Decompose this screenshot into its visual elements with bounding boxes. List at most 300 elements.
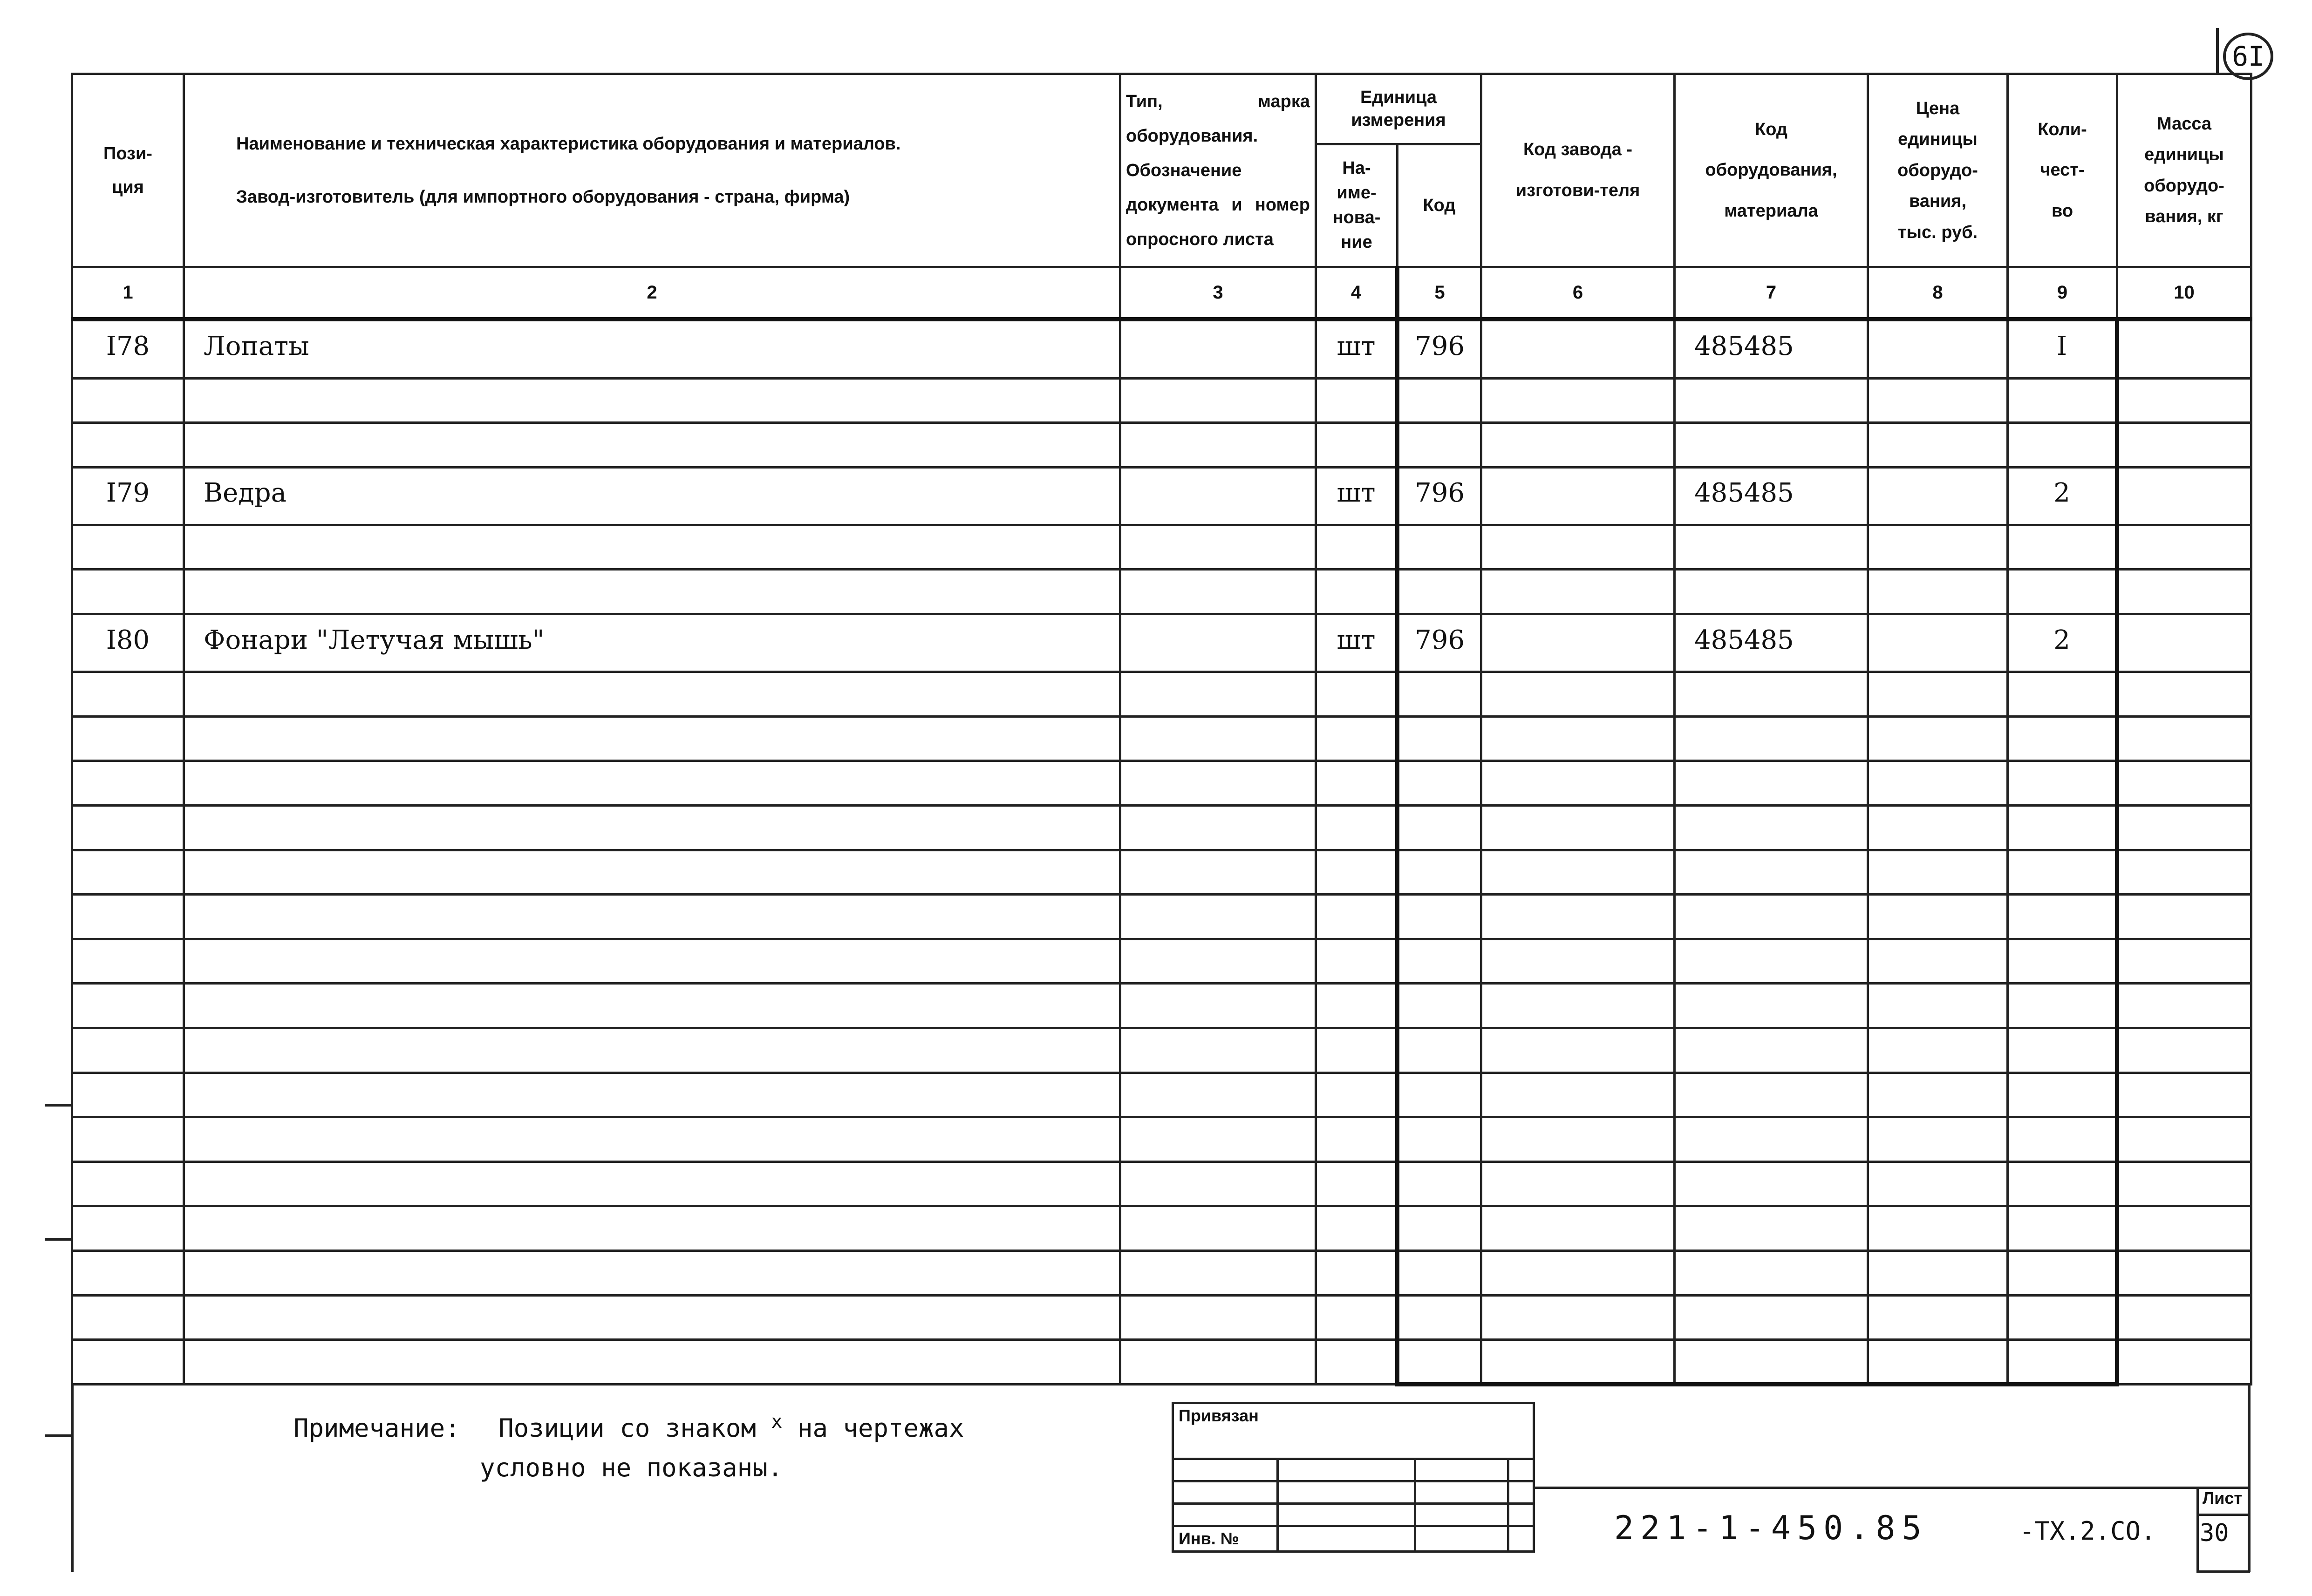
empty-cell <box>1120 716 1316 761</box>
empty-cell <box>1120 895 1316 939</box>
empty-cell <box>2117 984 2251 1028</box>
stamp-cell <box>1173 1481 1278 1504</box>
header-name <box>184 74 1120 267</box>
empty-cell <box>1868 895 2008 939</box>
empty-cell <box>2117 939 2251 984</box>
empty-cell <box>1120 761 1316 806</box>
item-equip-code: 485485 <box>1675 614 1868 672</box>
empty-cell <box>1481 1028 1675 1073</box>
empty-cell <box>1481 525 1675 570</box>
title-block-rule <box>1535 1487 2250 1489</box>
sheet-label: Лист <box>2203 1488 2243 1508</box>
column-number: 6 <box>1481 267 1675 319</box>
empty-cell <box>1316 1206 1398 1251</box>
empty-cell <box>1481 806 1675 850</box>
header-qty: Коли-чест-во <box>2008 74 2117 267</box>
empty-cell <box>1481 1250 1675 1295</box>
item-unit: шт <box>1316 467 1398 525</box>
empty-cell <box>1675 1295 1868 1340</box>
empty-cell <box>2117 319 2251 378</box>
empty-cell <box>72 984 184 1028</box>
empty-cell <box>1316 1117 1398 1162</box>
empty-cell <box>1868 984 2008 1028</box>
table-row <box>72 761 2251 806</box>
empty-cell <box>184 1161 1120 1206</box>
table-row <box>72 614 2251 672</box>
header-unit-name: На-име-нова-ние <box>1316 144 1398 267</box>
empty-cell <box>72 716 184 761</box>
empty-cell <box>1316 850 1398 895</box>
empty-cell <box>1868 378 2008 423</box>
empty-cell <box>2117 378 2251 423</box>
margin-tick <box>45 1238 73 1241</box>
empty-cell <box>1398 1161 1481 1206</box>
empty-cell <box>72 1340 184 1385</box>
empty-cell <box>1120 1028 1316 1073</box>
empty-cell <box>72 761 184 806</box>
empty-cell <box>1316 1340 1398 1385</box>
empty-cell <box>1120 614 1316 672</box>
empty-cell <box>184 378 1120 423</box>
empty-cell <box>1675 806 1868 850</box>
empty-cell <box>1868 1250 2008 1295</box>
stamp-cell <box>1415 1481 1508 1504</box>
empty-cell <box>1316 525 1398 570</box>
empty-cell <box>184 423 1120 468</box>
empty-cell <box>2117 1161 2251 1206</box>
item-qty: I <box>2008 319 2117 378</box>
empty-cell <box>2008 1028 2117 1073</box>
note <box>293 1411 964 1443</box>
empty-cell <box>72 1206 184 1251</box>
empty-cell <box>1481 1073 1675 1117</box>
column-number: 2 <box>184 267 1120 319</box>
empty-cell <box>184 1028 1120 1073</box>
item-qty: 2 <box>2008 614 2117 672</box>
column-number: 10 <box>2117 267 2251 319</box>
empty-cell <box>1120 850 1316 895</box>
empty-cell <box>1868 467 2008 525</box>
empty-cell <box>1120 467 1316 525</box>
header-mass: Масса единицы оборудо-вания, кг <box>2117 74 2251 267</box>
header-name-line1: Наименование и техническая характеристика оборудования и материалов. <box>236 134 901 154</box>
empty-cell <box>1868 1028 2008 1073</box>
header-price: Цена единицы оборудо-вания, тыс. руб. <box>1868 74 2008 267</box>
stamp-cell <box>1415 1504 1508 1526</box>
empty-cell <box>2008 525 2117 570</box>
empty-cell <box>2117 850 2251 895</box>
item-equip-code: 485485 <box>1675 319 1868 378</box>
table-row <box>72 467 2251 525</box>
note-text: на чертежах <box>782 1413 964 1443</box>
empty-cell <box>1316 895 1398 939</box>
empty-cell <box>72 1161 184 1206</box>
empty-cell <box>1316 378 1398 423</box>
sheet-box-divider <box>2196 1514 2250 1516</box>
empty-cell <box>1120 984 1316 1028</box>
empty-cell <box>2008 895 2117 939</box>
empty-cell <box>1398 984 1481 1028</box>
item-unit: шт <box>1316 319 1398 378</box>
table-row <box>72 716 2251 761</box>
empty-cell <box>184 1250 1120 1295</box>
empty-cell <box>1120 378 1316 423</box>
document-suffix: -ТХ.2.СО. <box>2019 1516 2156 1546</box>
empty-cell <box>184 939 1120 984</box>
item-equip-code: 485485 <box>1675 467 1868 525</box>
empty-cell <box>1120 1340 1316 1385</box>
empty-cell <box>1675 984 1868 1028</box>
empty-cell <box>1398 1117 1481 1162</box>
empty-cell <box>1120 570 1316 614</box>
stamp-cell <box>1278 1504 1415 1526</box>
empty-cell <box>1868 850 2008 895</box>
empty-cell <box>1868 761 2008 806</box>
empty-cell <box>72 1028 184 1073</box>
stamp-cell <box>1278 1481 1415 1504</box>
stamp-cell <box>1173 1504 1278 1526</box>
table-row <box>72 1161 2251 1206</box>
empty-cell <box>1481 716 1675 761</box>
table-row <box>72 895 2251 939</box>
item-name: Фонари "Летучая мышь" <box>184 614 1120 672</box>
table-row <box>72 570 2251 614</box>
empty-cell <box>1316 672 1398 717</box>
stamp-cell <box>1415 1459 1508 1481</box>
empty-cell <box>2117 1117 2251 1162</box>
empty-cell <box>1398 1250 1481 1295</box>
empty-cell <box>1481 570 1675 614</box>
empty-cell <box>1120 672 1316 717</box>
item-position: I79 <box>72 467 184 525</box>
empty-cell <box>2008 423 2117 468</box>
empty-cell <box>1316 570 1398 614</box>
empty-cell <box>1481 378 1675 423</box>
empty-cell <box>1675 1073 1868 1117</box>
sheet-number: 30 <box>2200 1519 2229 1547</box>
stamp-cell <box>1278 1526 1415 1552</box>
empty-cell <box>1316 1161 1398 1206</box>
empty-cell <box>1675 1340 1868 1385</box>
table-row <box>72 806 2251 850</box>
empty-cell <box>2117 1206 2251 1251</box>
empty-cell <box>184 806 1120 850</box>
empty-cell <box>1675 1028 1868 1073</box>
empty-cell <box>1675 895 1868 939</box>
empty-cell <box>2117 467 2251 525</box>
empty-cell <box>1481 761 1675 806</box>
empty-cell <box>1675 1250 1868 1295</box>
empty-cell <box>184 850 1120 895</box>
empty-cell <box>2008 939 2117 984</box>
item-unit-code: 796 <box>1398 467 1481 525</box>
empty-cell <box>1481 614 1675 672</box>
empty-cell <box>72 672 184 717</box>
empty-cell <box>1398 423 1481 468</box>
empty-cell <box>1120 939 1316 984</box>
empty-cell <box>1481 850 1675 895</box>
header-position: Пози- ция <box>72 74 184 267</box>
empty-cell <box>2008 570 2117 614</box>
empty-cell <box>1481 939 1675 984</box>
empty-cell <box>184 761 1120 806</box>
item-unit-code: 796 <box>1398 614 1481 672</box>
empty-cell <box>1675 423 1868 468</box>
empty-cell <box>72 895 184 939</box>
empty-cell <box>2117 1250 2251 1295</box>
document-number: 221-1-450.85 <box>1614 1509 1928 1547</box>
empty-cell <box>1675 716 1868 761</box>
empty-cell <box>2008 1250 2117 1295</box>
empty-cell <box>1120 319 1316 378</box>
empty-cell <box>72 1250 184 1295</box>
empty-cell <box>1316 984 1398 1028</box>
header-unit-code: Код <box>1398 144 1481 267</box>
note-text: Позиции со знаком <box>498 1413 771 1443</box>
empty-cell <box>1868 806 2008 850</box>
table-row <box>72 378 2251 423</box>
empty-cell <box>184 1295 1120 1340</box>
empty-cell <box>2008 1206 2117 1251</box>
empty-cell <box>1398 806 1481 850</box>
empty-cell <box>72 1295 184 1340</box>
empty-cell <box>72 806 184 850</box>
empty-cell <box>1316 806 1398 850</box>
column-number: 8 <box>1868 267 2008 319</box>
empty-cell <box>1868 672 2008 717</box>
table-row <box>72 1295 2251 1340</box>
empty-cell <box>1868 423 2008 468</box>
empty-cell <box>1675 939 1868 984</box>
empty-cell <box>1398 1206 1481 1251</box>
empty-cell <box>1868 1340 2008 1385</box>
empty-cell <box>1675 761 1868 806</box>
empty-cell <box>1675 672 1868 717</box>
empty-cell <box>1868 1117 2008 1162</box>
empty-cell <box>1675 1161 1868 1206</box>
empty-cell <box>1675 378 1868 423</box>
header-equip-code: Код оборудования, материала <box>1675 74 1868 267</box>
empty-cell <box>1481 319 1675 378</box>
header-type: Тип, марка оборудования. Обозначение документа и номер опросного листа <box>1120 74 1316 267</box>
empty-cell <box>1868 570 2008 614</box>
empty-cell <box>2008 1295 2117 1340</box>
empty-cell <box>72 378 184 423</box>
table-row <box>72 1250 2251 1295</box>
header-name-line2: Завод-изготовитель (для импортного оборудования - страна, фирма) <box>236 187 850 207</box>
stamp-cell <box>1278 1459 1415 1481</box>
empty-cell <box>72 1073 184 1117</box>
empty-cell <box>1398 850 1481 895</box>
empty-cell <box>2008 806 2117 850</box>
empty-cell <box>2008 1117 2117 1162</box>
empty-cell <box>2117 895 2251 939</box>
stamp-cell <box>1173 1459 1278 1481</box>
empty-cell <box>1675 850 1868 895</box>
empty-cell <box>1120 423 1316 468</box>
empty-cell <box>1481 895 1675 939</box>
empty-cell <box>2117 716 2251 761</box>
item-position: I80 <box>72 614 184 672</box>
top-right-rule <box>2216 28 2219 75</box>
empty-cell <box>1481 1161 1675 1206</box>
empty-cell <box>1398 672 1481 717</box>
item-name: Ведра <box>184 467 1120 525</box>
empty-cell <box>1398 761 1481 806</box>
empty-cell <box>2117 1028 2251 1073</box>
table-row <box>72 319 2251 378</box>
empty-cell <box>1120 806 1316 850</box>
table-row <box>72 1028 2251 1073</box>
empty-cell <box>1398 1073 1481 1117</box>
column-number: 5 <box>1398 267 1481 319</box>
empty-cell <box>2117 423 2251 468</box>
column-number: 1 <box>72 267 184 319</box>
empty-cell <box>1481 467 1675 525</box>
empty-cell <box>1398 570 1481 614</box>
empty-cell <box>1316 423 1398 468</box>
empty-cell <box>184 716 1120 761</box>
empty-cell <box>2008 761 2117 806</box>
empty-cell <box>2117 806 2251 850</box>
item-name: Лопаты <box>184 319 1120 378</box>
empty-cell <box>1120 1161 1316 1206</box>
empty-cell <box>1316 939 1398 984</box>
column-number: 4 <box>1316 267 1398 319</box>
note-label: Примечание: <box>293 1413 460 1443</box>
table-row <box>72 1073 2251 1117</box>
empty-cell <box>1120 525 1316 570</box>
empty-cell <box>1316 761 1398 806</box>
empty-cell <box>72 525 184 570</box>
table-row <box>72 423 2251 468</box>
column-number: 9 <box>2008 267 2117 319</box>
note-mark: х <box>771 1411 783 1433</box>
empty-cell <box>1868 939 2008 984</box>
table-row <box>72 672 2251 717</box>
stamp-cell <box>1508 1526 1534 1552</box>
empty-cell <box>184 1340 1120 1385</box>
empty-cell <box>184 525 1120 570</box>
empty-cell <box>1675 1117 1868 1162</box>
stamp-linked: Привязан <box>1173 1403 1534 1459</box>
empty-cell <box>2008 850 2117 895</box>
empty-cell <box>1675 525 1868 570</box>
empty-cell <box>1868 1295 2008 1340</box>
empty-cell <box>184 1206 1120 1251</box>
item-position: I78 <box>72 319 184 378</box>
empty-cell <box>2008 716 2117 761</box>
page-number: 6I <box>2223 33 2273 80</box>
empty-cell <box>1398 378 1481 423</box>
empty-cell <box>2117 614 2251 672</box>
empty-cell <box>184 1073 1120 1117</box>
empty-cell <box>1675 1206 1868 1251</box>
margin-tick <box>45 1434 73 1437</box>
empty-cell <box>1120 1073 1316 1117</box>
header-unit-group: Единица измерения <box>1316 74 1481 144</box>
empty-cell <box>1481 984 1675 1028</box>
empty-cell <box>72 1117 184 1162</box>
empty-cell <box>1316 1028 1398 1073</box>
empty-cell <box>2117 1295 2251 1340</box>
empty-cell <box>1316 1295 1398 1340</box>
specification-table <box>71 73 2252 1386</box>
empty-cell <box>1481 1295 1675 1340</box>
table-row <box>72 984 2251 1028</box>
stamp-cell <box>1508 1459 1534 1481</box>
empty-cell <box>1398 1340 1481 1385</box>
empty-cell <box>2008 1161 2117 1206</box>
empty-cell <box>1398 939 1481 984</box>
bottom-frame-left <box>71 1385 74 1572</box>
empty-cell <box>1398 1295 1481 1340</box>
empty-cell <box>2117 672 2251 717</box>
empty-cell <box>1868 716 2008 761</box>
empty-cell <box>184 1117 1120 1162</box>
empty-cell <box>1398 716 1481 761</box>
empty-cell <box>72 850 184 895</box>
empty-cell <box>2117 1340 2251 1385</box>
table-row <box>72 850 2251 895</box>
empty-cell <box>2117 525 2251 570</box>
empty-cell <box>1868 614 2008 672</box>
empty-cell <box>184 895 1120 939</box>
item-unit: шт <box>1316 614 1398 672</box>
empty-cell <box>1868 525 2008 570</box>
empty-cell <box>1316 716 1398 761</box>
empty-cell <box>1481 1206 1675 1251</box>
table-row <box>72 939 2251 984</box>
table-row <box>72 1117 2251 1162</box>
table-row <box>72 525 2251 570</box>
empty-cell <box>1120 1117 1316 1162</box>
empty-cell <box>72 939 184 984</box>
empty-cell <box>1398 525 1481 570</box>
empty-cell <box>2008 1340 2117 1385</box>
margin-tick <box>45 1104 73 1107</box>
header-maker-code: Код завода - изготови-теля <box>1481 74 1675 267</box>
empty-cell <box>1481 672 1675 717</box>
empty-cell <box>1868 1161 2008 1206</box>
column-number: 3 <box>1120 267 1316 319</box>
empty-cell <box>1120 1206 1316 1251</box>
empty-cell <box>184 570 1120 614</box>
empty-cell <box>2117 570 2251 614</box>
empty-cell <box>1120 1250 1316 1295</box>
stamp-cell <box>1508 1481 1534 1504</box>
stamp-cell <box>1415 1526 1508 1552</box>
stamp-block <box>1172 1402 1535 1553</box>
column-number: 7 <box>1675 267 1868 319</box>
empty-cell <box>1868 1073 2008 1117</box>
empty-cell <box>184 672 1120 717</box>
empty-cell <box>2117 1073 2251 1117</box>
stamp-cell <box>1508 1504 1534 1526</box>
empty-cell <box>2117 761 2251 806</box>
empty-cell <box>1316 1073 1398 1117</box>
item-qty: 2 <box>2008 467 2117 525</box>
note-line2: условно не показаны. <box>480 1453 783 1482</box>
empty-cell <box>72 570 184 614</box>
empty-cell <box>1481 423 1675 468</box>
empty-cell <box>1398 895 1481 939</box>
empty-cell <box>1868 1206 2008 1251</box>
empty-cell <box>184 984 1120 1028</box>
empty-cell <box>2008 378 2117 423</box>
table-row <box>72 1340 2251 1385</box>
empty-cell <box>1481 1117 1675 1162</box>
